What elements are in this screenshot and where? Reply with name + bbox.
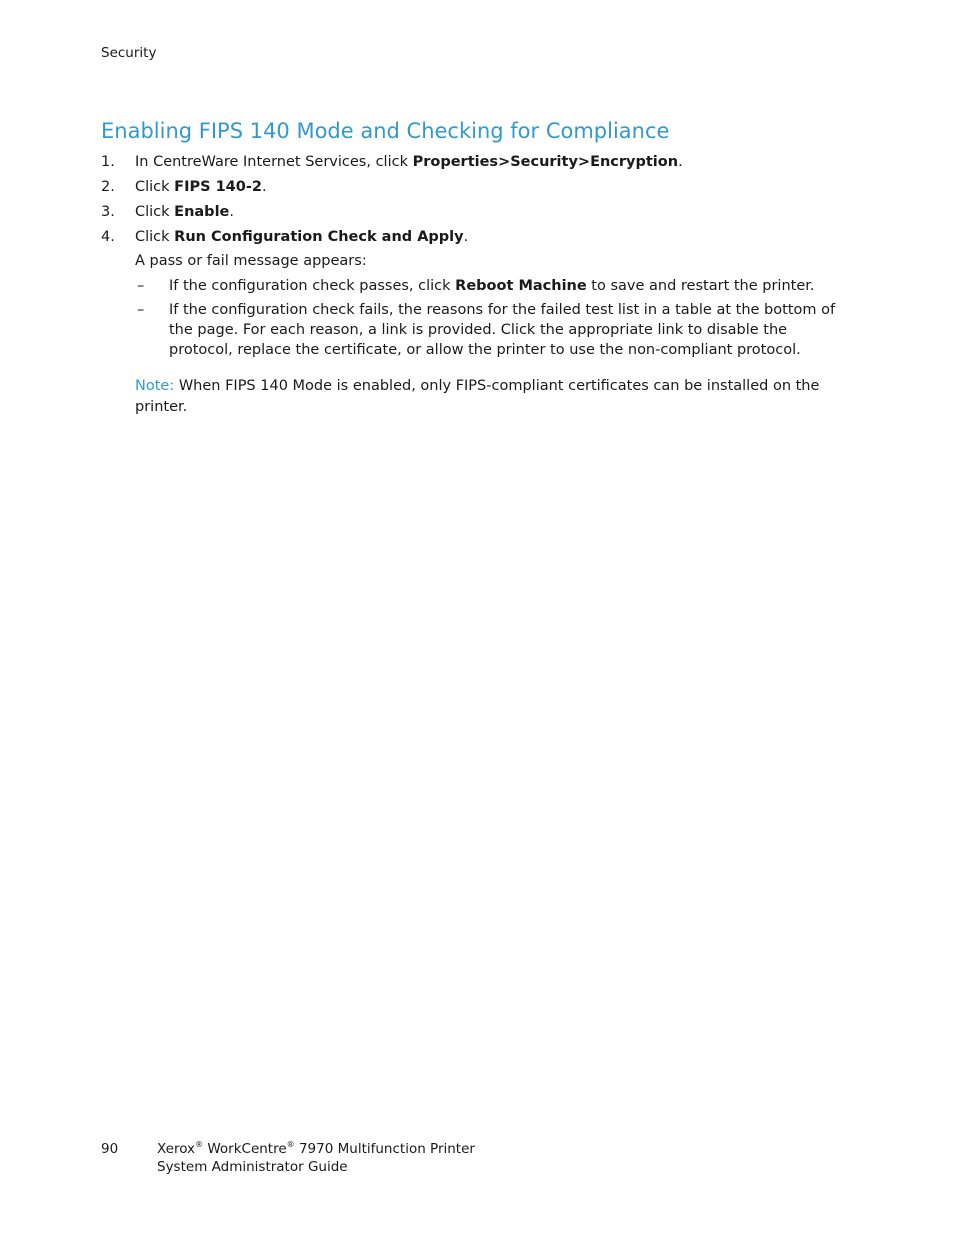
ui-label: Enable [174, 204, 230, 220]
pass-result-item [101, 276, 841, 296]
step-text: Click [135, 229, 175, 245]
step-number: 1. [101, 154, 115, 170]
step-punct: . [463, 229, 469, 245]
sub-item-text-end: to save and restart the printer. [586, 278, 815, 294]
step-3 [101, 202, 841, 222]
dash-bullet: – [137, 302, 145, 318]
step-number: 2. [101, 179, 115, 195]
product-info [157, 1140, 475, 1176]
fail-result-item [101, 300, 841, 360]
product-line [157, 1140, 475, 1158]
section-name: Security [101, 45, 157, 61]
ui-label: Run Configuration Check and Apply [174, 229, 464, 245]
note [101, 376, 841, 418]
ui-label: Reboot Machine [455, 278, 587, 294]
step-text: Click [135, 204, 175, 220]
guide-title: System Administrator Guide [157, 1159, 348, 1175]
step-punct: . [229, 204, 234, 220]
dash-bullet: – [137, 278, 145, 294]
note-label: Note: [135, 378, 175, 394]
step-punct: . [261, 179, 267, 195]
step-4 [101, 227, 841, 247]
running-header [101, 44, 156, 62]
step-1 [101, 152, 841, 172]
page-number: 90 [101, 1141, 119, 1157]
brand-name: Xerox [157, 1141, 196, 1157]
result-intro: A pass or fail message appears: [135, 253, 367, 269]
step-number: 4. [101, 229, 115, 245]
section-title: Enabling FIPS 140 Mode and Checking for Compliance [101, 119, 670, 143]
step-text: Click [135, 179, 175, 195]
procedure-body [101, 152, 841, 418]
step-2 [101, 177, 841, 197]
step-text: In CentreWare Internet Services, click [135, 154, 413, 170]
registered-mark: ® [286, 1140, 295, 1149]
step-number: 3. [101, 204, 115, 220]
ui-label: FIPS 140-2 [174, 179, 262, 195]
product-name: WorkCentre [203, 1141, 287, 1157]
ui-path: Properties>Security>Encryption [412, 154, 679, 170]
registered-mark: ® [195, 1140, 204, 1149]
note-text: When FIPS 140 Mode is enabled, only FIPS-compliant certificates can be installed on the printer. [135, 378, 820, 415]
sub-item-text: If the configuration check fails, the reasons for the failed test list in a table at the bottom of the page. For each reason, a link is provided. Click the appropriate link to disable the protocol, replace the certificate, or allow the printer to use the non-compliant protocol. [169, 302, 836, 358]
product-model: 7970 Multifunction Printer [294, 1141, 475, 1157]
step-punct: . [678, 154, 683, 170]
sub-item-text: If the configuration check passes, click [169, 278, 456, 294]
